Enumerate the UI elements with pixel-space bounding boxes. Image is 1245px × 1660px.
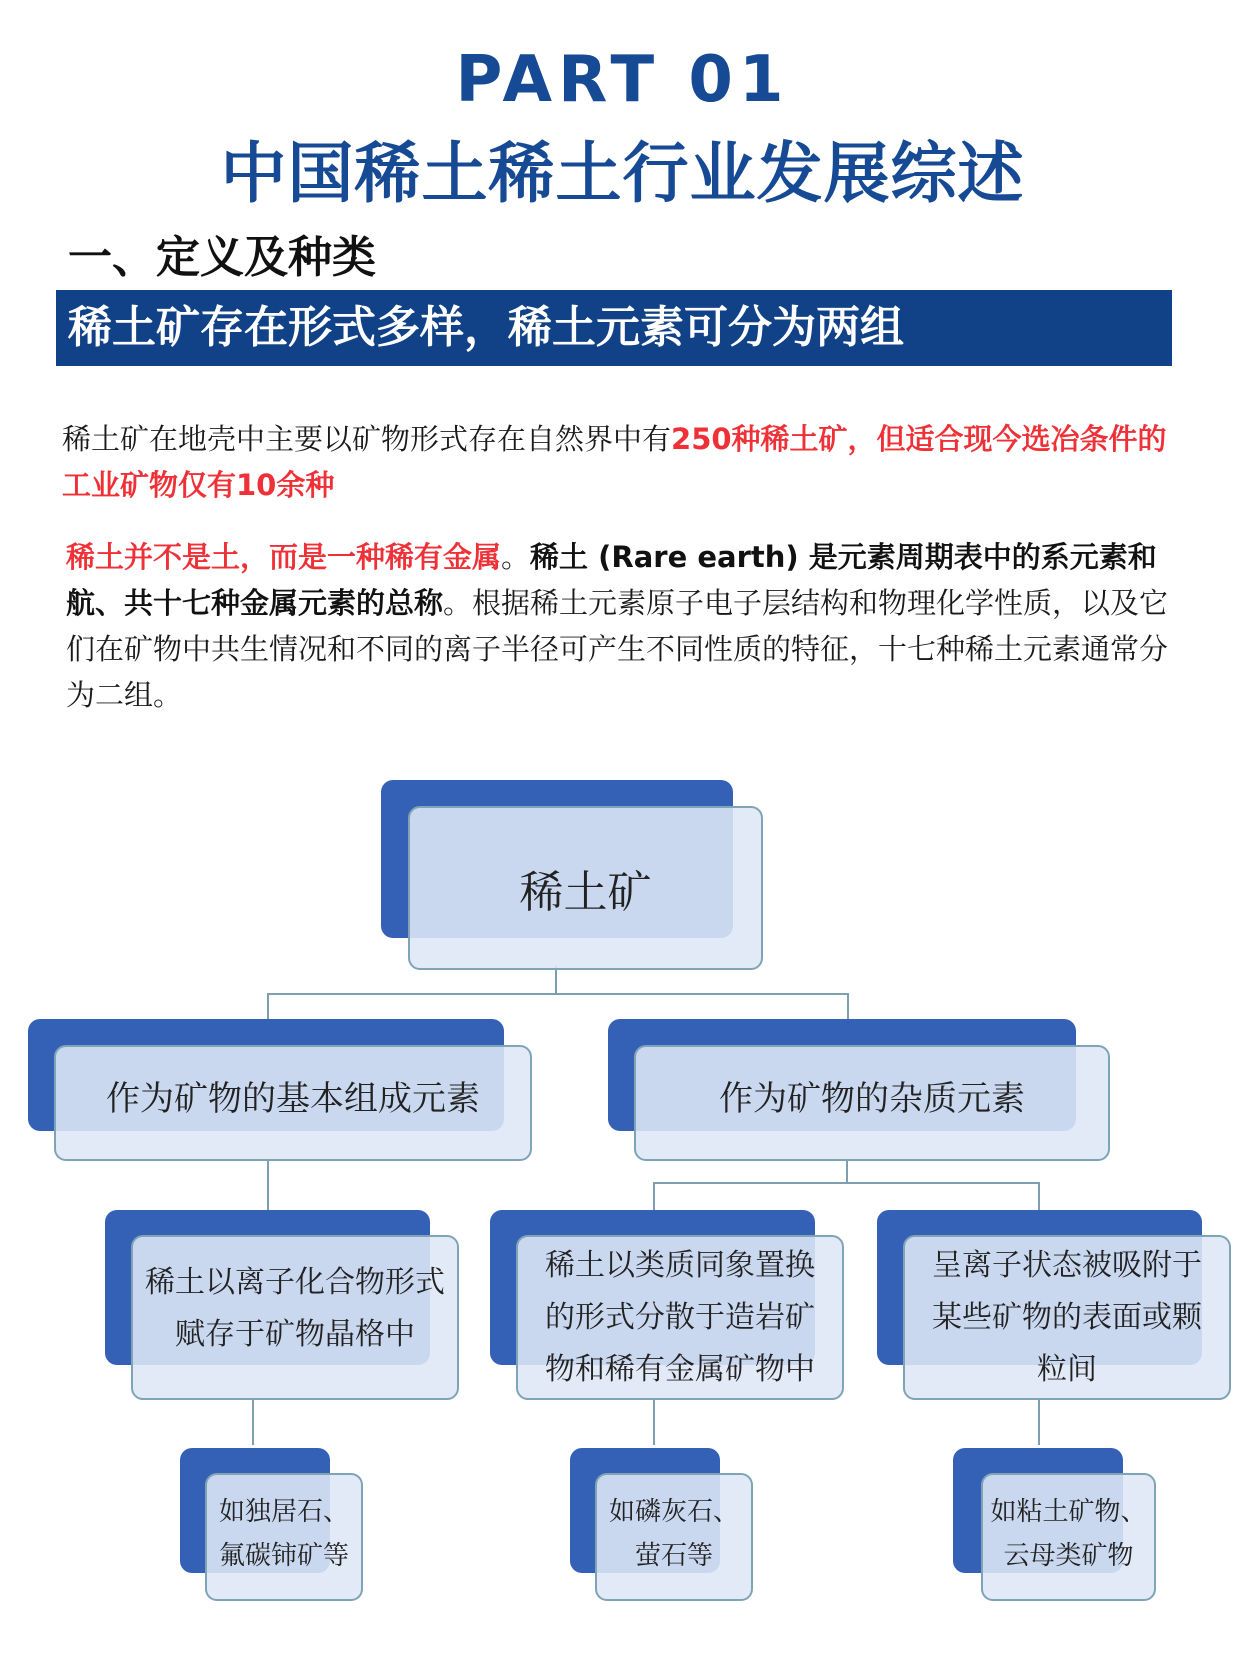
connector <box>555 966 557 994</box>
connector <box>653 1399 655 1445</box>
connector <box>846 1160 848 1184</box>
node-label: 如粘土矿物、云母类矿物 <box>981 1473 1156 1601</box>
definition-paragraph <box>66 534 1186 718</box>
node-label: 如独居石、氟碳铈矿等 <box>205 1473 363 1601</box>
node-label: 稀土矿 <box>408 806 763 970</box>
connector <box>653 1182 1039 1184</box>
paragraph-text: 稀土矿在地壳中主要以矿物形式存在自然界中有 <box>62 422 672 456</box>
connector <box>267 1160 269 1210</box>
section-heading: 一、定义及种类 <box>68 232 376 283</box>
connector <box>653 1182 655 1212</box>
highlight-text: 稀土并不是土，而是一种稀有金属 <box>66 540 502 574</box>
section-banner: 稀土矿存在形式多样，稀土元素可分为两组 <box>56 290 1172 366</box>
paragraph-text: 。根据稀土元素原子电子层结构和物理化学性质，以及它们在矿物中共生情况和不同的离子半径可产生不同性质的特征，十七种稀土元素通常分为二组。 <box>66 586 1169 712</box>
connector <box>1038 1182 1040 1212</box>
page-title: 中国稀土稀土行业发展综述 <box>220 135 1025 212</box>
intro-paragraph <box>62 416 1182 508</box>
node-label: 呈离子状态被吸附于某些矿物的表面或颗粒间 <box>903 1235 1231 1400</box>
connector <box>252 1399 254 1445</box>
connector <box>1038 1399 1040 1445</box>
highlight-text: 250种稀土矿，但适合现今选冶条件的工业矿物仅有10余种 <box>62 422 1167 502</box>
bold-text: 稀土 (Rare earth) 是元素周期表中的系元素和航、共十七种金属元素的总称 <box>66 540 1157 620</box>
connector <box>267 993 849 995</box>
connector <box>847 993 849 1019</box>
node-label: 稀土以类质同象置换的形式分散于造岩矿物和稀有金属矿物中 <box>516 1235 844 1400</box>
node-label: 稀土以离子化合物形式赋存于矿物晶格中 <box>131 1235 459 1400</box>
node-label: 作为矿物的基本组成元素 <box>54 1045 532 1161</box>
node-label: 作为矿物的杂质元素 <box>634 1045 1110 1161</box>
separator: 。 <box>501 540 531 574</box>
connector <box>267 993 269 1019</box>
node-label: 如磷灰石、萤石等 <box>595 1473 753 1601</box>
part-label: PART 01 <box>455 43 790 117</box>
